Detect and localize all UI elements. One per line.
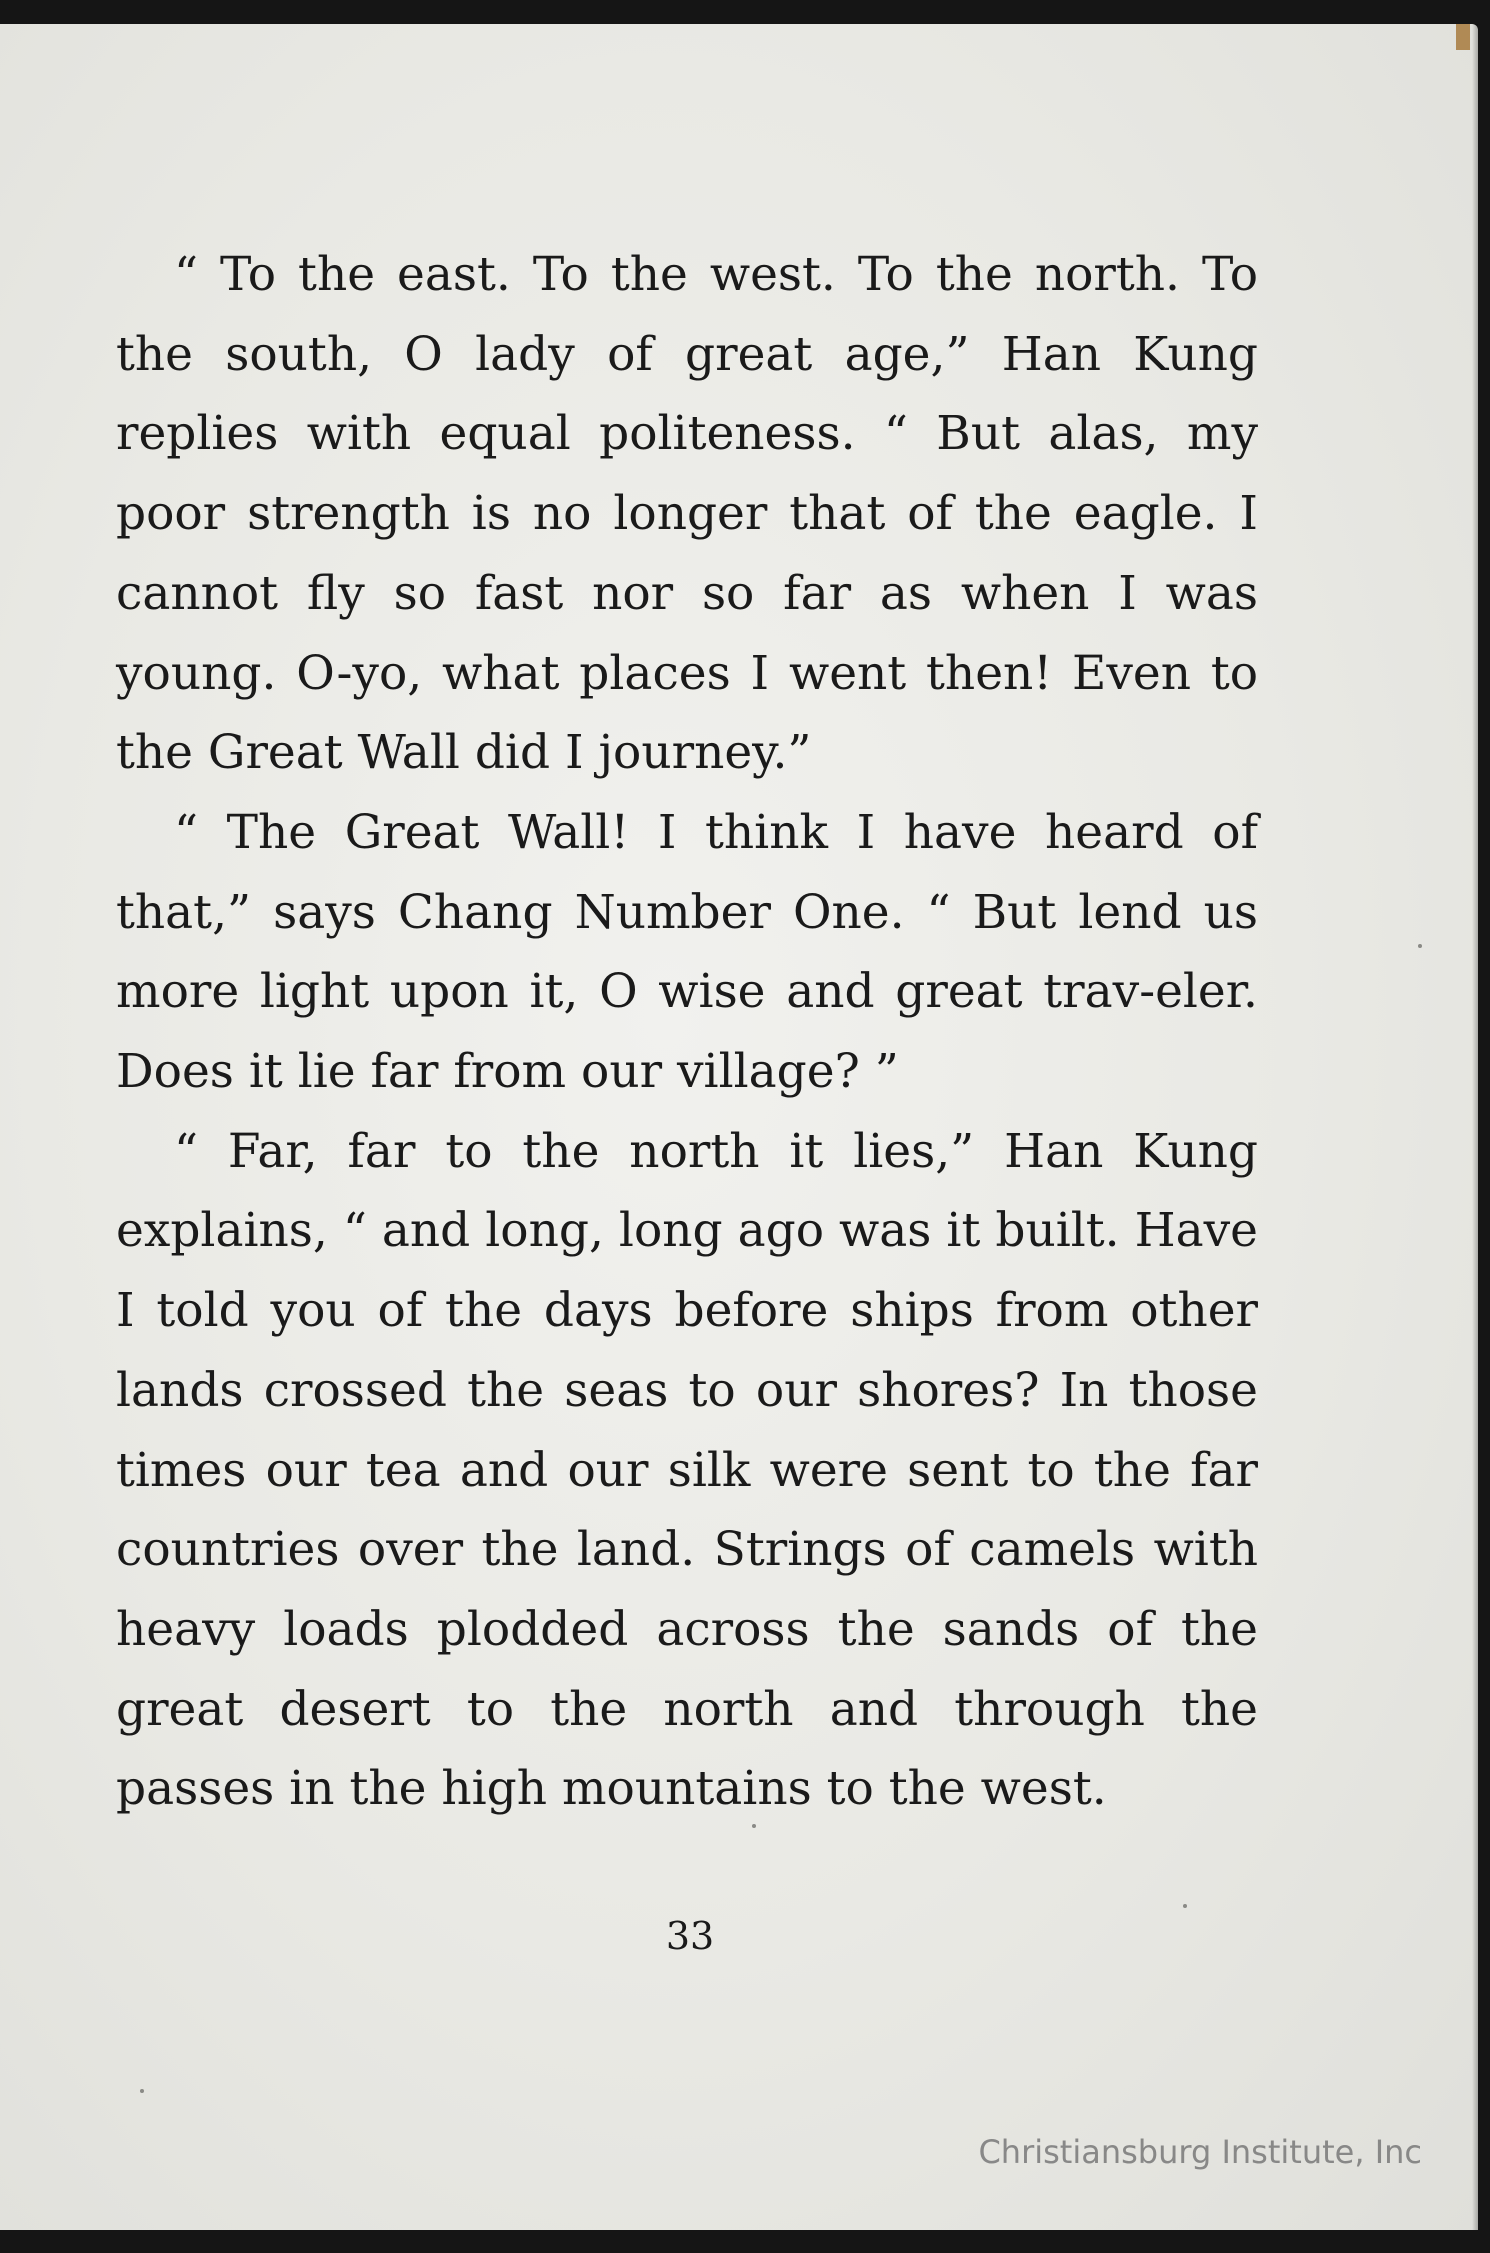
- body-text: [116, 235, 1258, 1829]
- paragraph-3: “ Far, far to the north it lies,” Han Kung explains, “ and long, long ago was it built. Have I told you of the days before ships from other lands crossed the seas to our shores? In those times our tea and our silk were sent to the far countries over the land. Strings of camels with heavy loads plodded across the sands of the great desert to the north and through the passes in the high mountains to the west.: [116, 1123, 1258, 1817]
- page-shadow: [1472, 24, 1478, 2230]
- page-edge-binding: [1456, 24, 1470, 50]
- page-number: 33: [665, 1914, 715, 1958]
- paper-speck: [1418, 944, 1422, 948]
- paragraph-1: “ To the east. To the west. To the north. To the south, O lady of great age,” Han Kung replies with equal politeness. “ But alas, my poor strength is no longer that of the eagle. I cannot fly so fast nor so far as when I was young. O-yo, what places I went then! Even to the Great Wall did I journey.”: [116, 247, 1258, 781]
- watermark: Christiansburg Institute, Inc: [978, 2133, 1422, 2171]
- paragraph-2: “ The Great Wall! I think I have heard of that,” says Chang Number One. “ But lend us more light upon it, O wise and great trav-eler. Does it lie far from our village? ”: [116, 804, 1258, 1100]
- paper-speck: [140, 2089, 144, 2093]
- paper-speck: [752, 1824, 756, 1828]
- paper-speck: [1183, 1904, 1187, 1908]
- book-page: [0, 24, 1478, 2230]
